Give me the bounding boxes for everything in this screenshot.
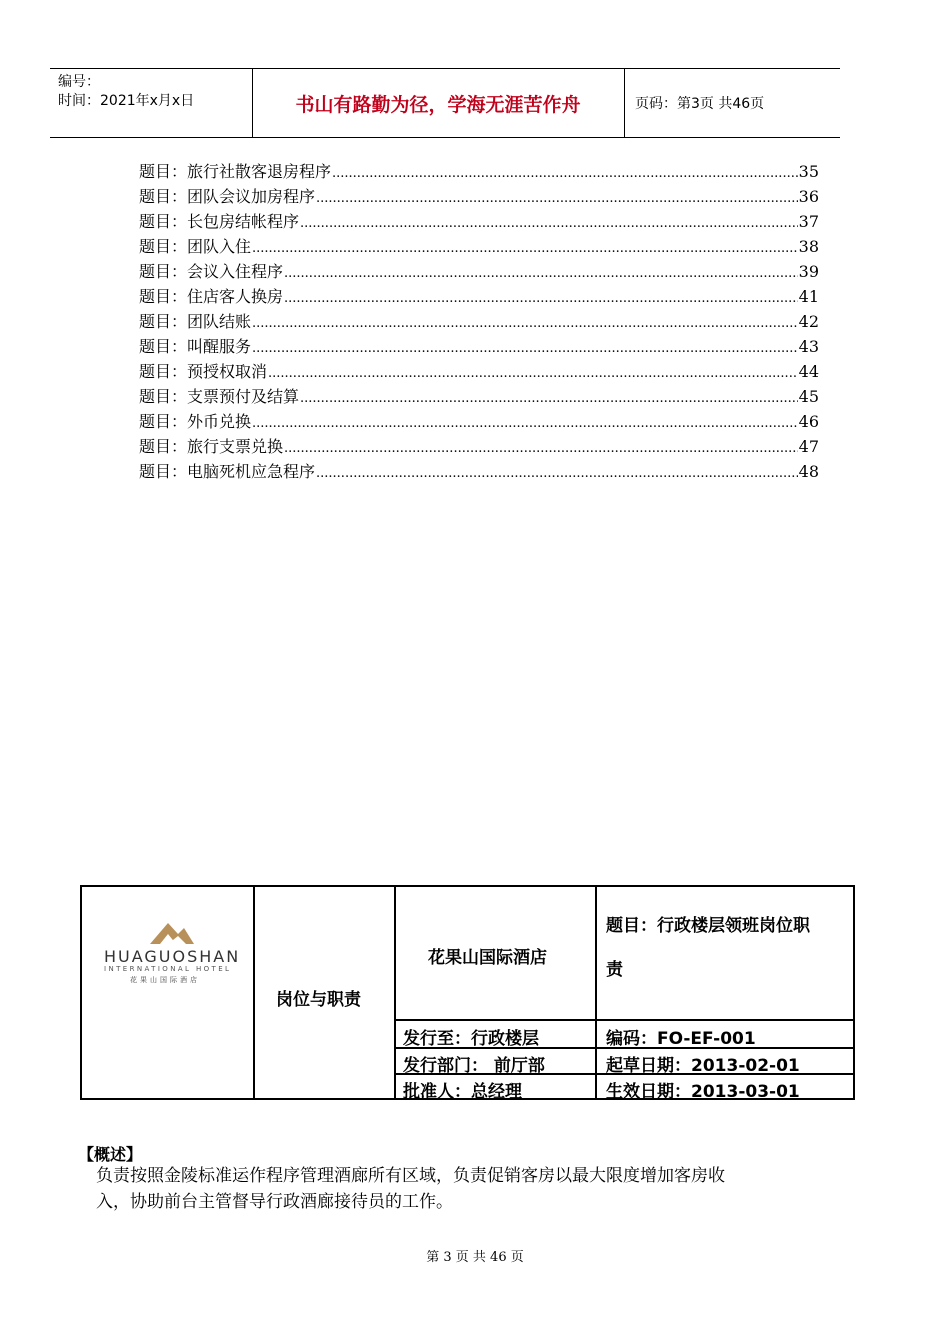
- overview-line: 入，协助前台主管督导行政酒廊接待员的工作。: [96, 1192, 453, 1212]
- table-divider: [253, 887, 255, 1098]
- toc-entry-label: 题目：电脑死机应急程序: [139, 462, 316, 481]
- toc-leader-dots: [252, 411, 798, 436]
- approver-cell: 批准人：总经理: [403, 1082, 522, 1102]
- toc-leader-dots: [252, 236, 798, 261]
- header-divider: [624, 69, 625, 137]
- toc-entry-page: 39: [798, 262, 819, 281]
- overview-heading: 【概述】: [78, 1145, 143, 1164]
- toc-entry[interactable]: [139, 434, 819, 459]
- toc-entry[interactable]: [139, 209, 819, 234]
- toc-leader-dots: [300, 386, 798, 411]
- toc-entry-label: 题目：旅行支票兑换: [139, 437, 284, 456]
- toc-entry[interactable]: [139, 309, 819, 334]
- hotel-name-cell: 花果山国际酒店: [428, 948, 547, 968]
- toc-entry[interactable]: [139, 159, 819, 184]
- toc-entry-page: 47: [798, 437, 819, 456]
- effective-date-cell: 生效日期：2013-03-01: [606, 1082, 800, 1102]
- logo-subtitle: INTERNATIONAL HOTEL: [104, 965, 232, 973]
- logo-chinese-name: 花果山国际酒店: [130, 976, 200, 984]
- table-divider: [394, 887, 396, 1098]
- toc-entry[interactable]: [139, 384, 819, 409]
- toc-entry[interactable]: [139, 359, 819, 384]
- toc-entry-label: 题目：团队结账: [139, 312, 252, 331]
- time-label: 时间：2021年x月x日: [58, 93, 195, 109]
- toc-entry-label: 题目：支票预付及结算: [139, 387, 300, 406]
- draft-date-cell: 起草日期：2013-02-01: [606, 1056, 800, 1076]
- toc-entry-page: 36: [798, 187, 819, 206]
- page-footer: 第 3 页 共 46 页: [426, 1250, 524, 1265]
- toc-leader-dots: [332, 161, 798, 186]
- toc-entry-label: 题目：长包房结帐程序: [139, 212, 300, 231]
- header-meta: [58, 73, 194, 111]
- toc-leader-dots: [316, 186, 798, 211]
- toc-entry-page: 37: [798, 212, 819, 231]
- toc-leader-dots: [284, 261, 798, 286]
- page-header: [50, 68, 840, 138]
- toc-entry-label: 题目：旅行社散客退房程序: [139, 162, 332, 181]
- header-motto: 书山有路勤为径，学海无涯苦作舟: [295, 93, 581, 116]
- overview-line: 负责按照金陵标准运作程序管理酒廊所有区域，负责促销客房以最大限度增加客房收: [96, 1166, 725, 1186]
- toc-entry[interactable]: [139, 409, 819, 434]
- table-of-contents: [139, 159, 819, 484]
- toc-leader-dots: [284, 436, 798, 461]
- toc-entry-page: 45: [798, 387, 819, 406]
- category-cell: 岗位与职责: [276, 990, 361, 1010]
- hotel-logo: [82, 887, 254, 1098]
- dept-cell: 发行部门： 前厅部: [403, 1056, 545, 1076]
- toc-entry-page: 41: [798, 287, 819, 306]
- toc-leader-dots: [316, 461, 798, 486]
- toc-entry[interactable]: [139, 259, 819, 284]
- number-label: 编号：: [58, 74, 100, 90]
- toc-entry[interactable]: [139, 234, 819, 259]
- toc-entry[interactable]: [139, 284, 819, 309]
- toc-entry-label: 题目：住店客人换房: [139, 287, 284, 306]
- toc-entry-page: 35: [798, 162, 819, 181]
- logo-wordmark: HUAGUOSHAN: [104, 947, 241, 966]
- toc-entry-label: 题目：叫醒服务: [139, 337, 252, 356]
- toc-entry-label: 题目：团队会议加房程序: [139, 187, 316, 206]
- toc-entry-page: 48: [798, 462, 819, 481]
- toc-entry-label: 题目：团队入住: [139, 237, 252, 256]
- toc-entry-label: 题目：预授权取消: [139, 362, 268, 381]
- toc-leader-dots: [284, 286, 798, 311]
- header-page-info: 页码：第3页 共46页: [635, 96, 765, 112]
- doc-title-line2: 责: [606, 960, 623, 980]
- code-cell: 编码：FO-EF-001: [606, 1029, 756, 1049]
- toc-entry[interactable]: [139, 184, 819, 209]
- toc-entry[interactable]: [139, 459, 819, 484]
- table-divider: [394, 1019, 853, 1021]
- toc-entry-page: 43: [798, 337, 819, 356]
- toc-entry-label: 题目：外币兑换: [139, 412, 252, 431]
- toc-entry-page: 46: [798, 412, 819, 431]
- toc-entry-page: 44: [798, 362, 819, 381]
- toc-entry[interactable]: [139, 334, 819, 359]
- table-divider: [595, 887, 597, 1098]
- toc-leader-dots: [268, 361, 798, 386]
- toc-entry-page: 38: [798, 237, 819, 256]
- document-info-table: [80, 885, 855, 1100]
- toc-leader-dots: [252, 311, 798, 336]
- toc-leader-dots: [300, 211, 798, 236]
- doc-title-line1: 题目：行政楼层领班岗位职: [606, 916, 810, 936]
- issued-to-cell: 发行至：行政楼层: [403, 1029, 539, 1049]
- toc-leader-dots: [252, 336, 798, 361]
- toc-entry-page: 42: [798, 312, 819, 331]
- toc-entry-label: 题目：会议入住程序: [139, 262, 284, 281]
- overview-body: [96, 1163, 816, 1215]
